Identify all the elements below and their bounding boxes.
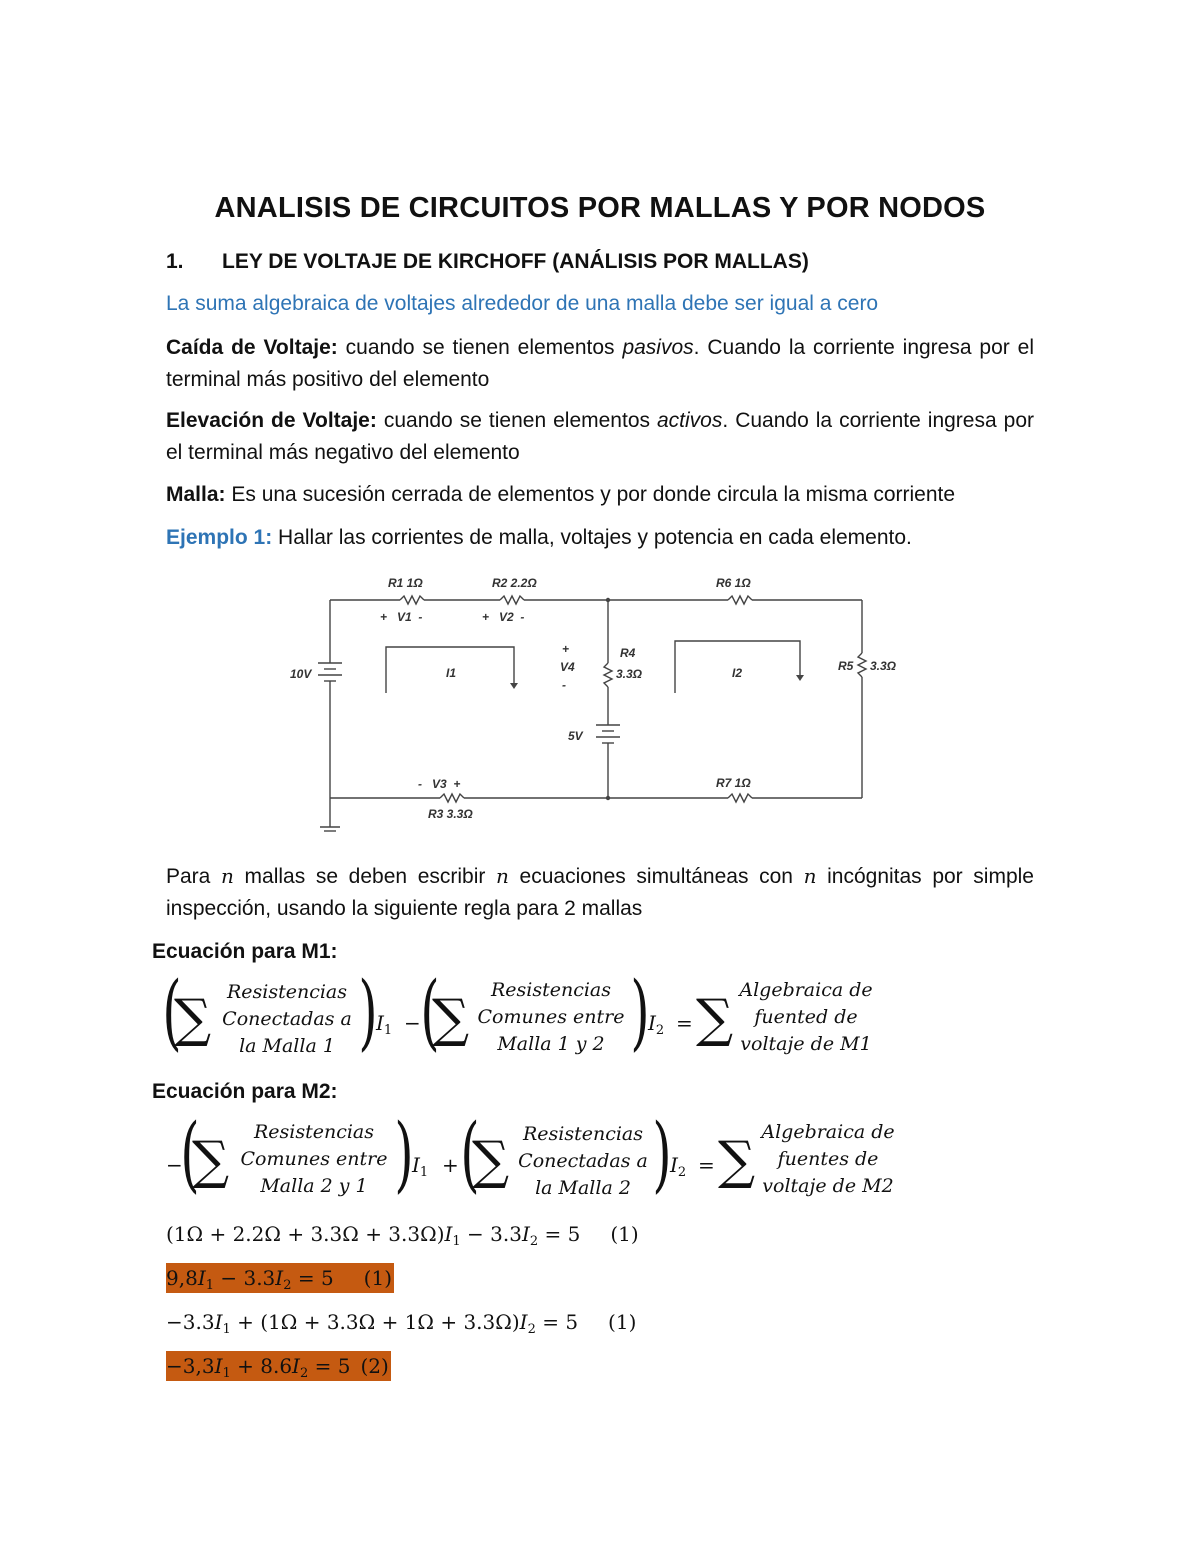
stack-line: Comunes entre xyxy=(477,1006,625,1028)
caida-text-1: cuando se tienen elementos xyxy=(337,336,623,359)
caida-term: Caída de Voltaje: xyxy=(166,336,338,359)
eq-m1-label: Ecuación para M1: xyxy=(152,940,338,963)
section-title: LEY DE VOLTAJE DE KIRCHOFF (ANÁLISIS POR MALLAS) xyxy=(222,250,809,273)
eq-m2 xyxy=(166,1107,926,1217)
elevacion-term: Elevación de Voltaje: xyxy=(166,409,377,432)
highlight xyxy=(166,1351,391,1381)
kvl-statement: La suma algebraica de voltajes alrededor de una malla debe ser igual a cero xyxy=(166,292,879,315)
subscript: 1 xyxy=(452,1234,461,1249)
line-3-part-b: + (1Ω + 3.3Ω + 1Ω + 3.3Ω) xyxy=(230,1310,520,1334)
line-1-tag: (1) xyxy=(610,1222,639,1246)
line-4-part-c: = 5 xyxy=(308,1354,351,1378)
i-symbol: I xyxy=(214,1354,223,1378)
i-symbol: I xyxy=(648,1011,656,1035)
label-i2: I2 xyxy=(732,666,743,680)
i-symbol: I xyxy=(275,1266,284,1290)
stack-line: voltaje de M2 xyxy=(762,1175,894,1197)
line-2-tag: (1) xyxy=(363,1266,393,1290)
close-paren: ) xyxy=(394,1107,414,1202)
label-i1: I1 xyxy=(446,666,457,680)
para-n-text-4: incógnitas por simple inspección, usando la siguiente regla para 2 mallas xyxy=(166,865,1034,920)
stack-line: Resistencias xyxy=(226,981,348,1003)
stack-line: Conectadas a xyxy=(222,1008,352,1030)
i-symbol: I xyxy=(519,1310,528,1334)
equation-line-4 xyxy=(166,1354,391,1381)
label-v2: + V2 - xyxy=(482,610,525,624)
elevacion-paragraph xyxy=(166,405,1034,469)
sigma-symbol: ∑ xyxy=(174,989,212,1049)
caida-text-2: . Cuando la corriente ingresa por el terminal más positivo del elemento xyxy=(166,336,1035,391)
subscript: 2 xyxy=(677,1165,687,1180)
circuit-diagram xyxy=(270,565,910,845)
i-symbol: I xyxy=(444,1222,453,1246)
label-5v: 5V xyxy=(568,729,583,743)
i1-term xyxy=(412,1153,428,1180)
para-n-text-3: ecuaciones simultáneas con xyxy=(508,865,804,888)
para-n-text-1: Para xyxy=(166,865,221,888)
label-r3: R3 3.3Ω xyxy=(428,807,473,821)
lead-minus: − xyxy=(166,1153,183,1177)
equals-sign: = xyxy=(698,1153,715,1177)
close-paren: ) xyxy=(358,965,378,1060)
open-paren: ( xyxy=(162,965,182,1060)
subscript: 2 xyxy=(527,1322,536,1337)
equation-line-1 xyxy=(166,1222,639,1249)
stack-line: fuented de xyxy=(754,1006,858,1028)
label-v4-minus: - xyxy=(562,678,566,692)
i-symbol: I xyxy=(521,1222,530,1246)
open-paren: ( xyxy=(460,1107,480,1202)
malla-term: Malla: xyxy=(166,483,226,506)
sigma-symbol: ∑ xyxy=(696,989,734,1049)
label-r2: R2 2.2Ω xyxy=(492,576,537,590)
line-3-tag: (1) xyxy=(608,1310,637,1334)
label-v4-plus: + xyxy=(562,642,570,656)
sigma-symbol: ∑ xyxy=(472,1131,510,1191)
para-n-paragraph xyxy=(166,860,1034,925)
line-2-part-b: − 3.3 xyxy=(214,1266,276,1290)
n-symbol-2: n xyxy=(496,864,509,888)
eq-m1-block-1 xyxy=(214,979,360,1060)
subscript: 1 xyxy=(222,1322,231,1337)
eq-m2-block-1 xyxy=(232,1119,396,1200)
highlight xyxy=(166,1263,394,1293)
eq-m2-block-2 xyxy=(510,1121,656,1202)
stack-line: Algebraica de xyxy=(739,979,873,1001)
subscript: 2 xyxy=(299,1366,309,1381)
malla-text: Es una sucesión cerrada de elementos y por donde circula la misma corriente xyxy=(225,483,956,506)
stack-line: la Malla 2 xyxy=(535,1177,631,1199)
elevacion-italic: activos xyxy=(657,409,723,432)
stack-line: Conectadas a xyxy=(518,1150,648,1172)
page-title: ANALISIS DE CIRCUITOS POR MALLAS Y POR NODOS xyxy=(214,192,986,224)
open-paren: ( xyxy=(420,965,440,1060)
i-symbol: I xyxy=(376,1011,384,1035)
stack-line: fuentes de xyxy=(777,1148,879,1170)
i2-term xyxy=(648,1011,664,1038)
elevacion-text-1: cuando se tienen elementos xyxy=(376,409,657,432)
section-heading xyxy=(166,250,809,274)
subscript: 1 xyxy=(205,1278,214,1293)
label-r1: R1 1Ω xyxy=(388,576,423,590)
caida-italic: pasivos xyxy=(622,336,694,359)
i-symbol: I xyxy=(197,1266,206,1290)
ejemplo-text: Hallar las corrientes de malla, voltajes y potencia en cada elemento. xyxy=(272,526,912,549)
i-symbol: I xyxy=(214,1310,223,1334)
i-symbol: I xyxy=(412,1153,420,1177)
stack-line: Resistencias xyxy=(522,1123,644,1145)
line-1-part-a: (1Ω + 2.2Ω + 3.3Ω + 3.3Ω) xyxy=(166,1222,445,1246)
n-symbol-1: n xyxy=(221,864,234,888)
subscript: 1 xyxy=(419,1165,429,1180)
stack-line: Malla 1 y 2 xyxy=(497,1033,605,1055)
eq-m2-block-3 xyxy=(750,1119,906,1200)
line-4-part-b: + 8.6 xyxy=(230,1354,293,1378)
sigma-symbol: ∑ xyxy=(192,1131,230,1191)
eq-m1-block-2 xyxy=(470,977,632,1058)
section-number: 1. xyxy=(166,250,184,273)
elevacion-text-2: . Cuando la corriente ingresa por el terminal más negativo del elemento xyxy=(166,409,1035,464)
i-symbol: I xyxy=(292,1354,300,1378)
line-1-part-c: = 5 xyxy=(538,1222,581,1246)
subscript: 1 xyxy=(222,1366,231,1381)
sigma-symbol: ∑ xyxy=(718,1131,756,1191)
label-r6: R6 1Ω xyxy=(716,576,751,590)
close-paren: ) xyxy=(652,1107,672,1202)
stack-line: Resistencias xyxy=(253,1121,375,1143)
line-1-part-b: − 3.3 xyxy=(460,1222,522,1246)
line-2-part-c: = 5 xyxy=(291,1266,334,1290)
subscript: 2 xyxy=(655,1023,665,1038)
caida-paragraph xyxy=(166,332,1034,396)
subscript: 1 xyxy=(383,1023,393,1038)
malla-paragraph xyxy=(166,479,1034,511)
line-3-part-c: = 5 xyxy=(535,1310,579,1334)
line-2-part-a: 9,8 xyxy=(166,1266,198,1290)
open-paren: ( xyxy=(180,1107,200,1202)
label-r5-value: 3.3Ω xyxy=(870,659,897,673)
plus-sign: + xyxy=(442,1153,459,1177)
equation-line-3 xyxy=(166,1310,636,1337)
i1-term xyxy=(376,1011,392,1038)
eq-m1-block-3 xyxy=(728,977,884,1058)
stack-line: Comunes entre xyxy=(240,1148,388,1170)
equation-line-2 xyxy=(166,1266,394,1293)
label-r4: R4 xyxy=(620,646,636,660)
ejemplo-paragraph xyxy=(166,522,1034,554)
eq-m2-label: Ecuación para M2: xyxy=(152,1080,338,1103)
i-symbol: I xyxy=(670,1153,678,1177)
minus-sign: − xyxy=(404,1011,421,1035)
para-n-text-2: mallas se deben escribir xyxy=(233,865,496,888)
close-paren: ) xyxy=(630,965,650,1060)
n-symbol-3: n xyxy=(803,864,817,888)
label-r7: R7 1Ω xyxy=(716,776,751,790)
eq-m1 xyxy=(162,965,926,1075)
ejemplo-label: Ejemplo 1: xyxy=(166,526,273,549)
stack-line: voltaje de M1 xyxy=(740,1033,872,1055)
subscript: 2 xyxy=(529,1234,539,1249)
stack-line: Resistencias xyxy=(490,979,612,1001)
stack-line: Algebraica de xyxy=(761,1121,895,1143)
subscript: 2 xyxy=(283,1278,292,1293)
label-r4-value: 3.3Ω xyxy=(616,667,643,681)
line-4-part-a: −3,3 xyxy=(166,1354,215,1378)
label-v3: - V3 + xyxy=(418,777,461,791)
label-r5: R5 xyxy=(838,659,854,673)
line-4-tag: (2) xyxy=(360,1354,389,1378)
sigma-symbol: ∑ xyxy=(432,989,470,1049)
label-v4: V4 xyxy=(560,660,575,674)
stack-line: la Malla 1 xyxy=(239,1035,335,1057)
label-10v: 10V xyxy=(290,667,312,681)
line-3-part-a: −3.3 xyxy=(166,1310,215,1334)
i2-term xyxy=(670,1153,686,1180)
equals-sign: = xyxy=(676,1011,693,1035)
stack-line: Malla 2 y 1 xyxy=(260,1175,368,1197)
label-v1: + V1 - xyxy=(380,610,423,624)
